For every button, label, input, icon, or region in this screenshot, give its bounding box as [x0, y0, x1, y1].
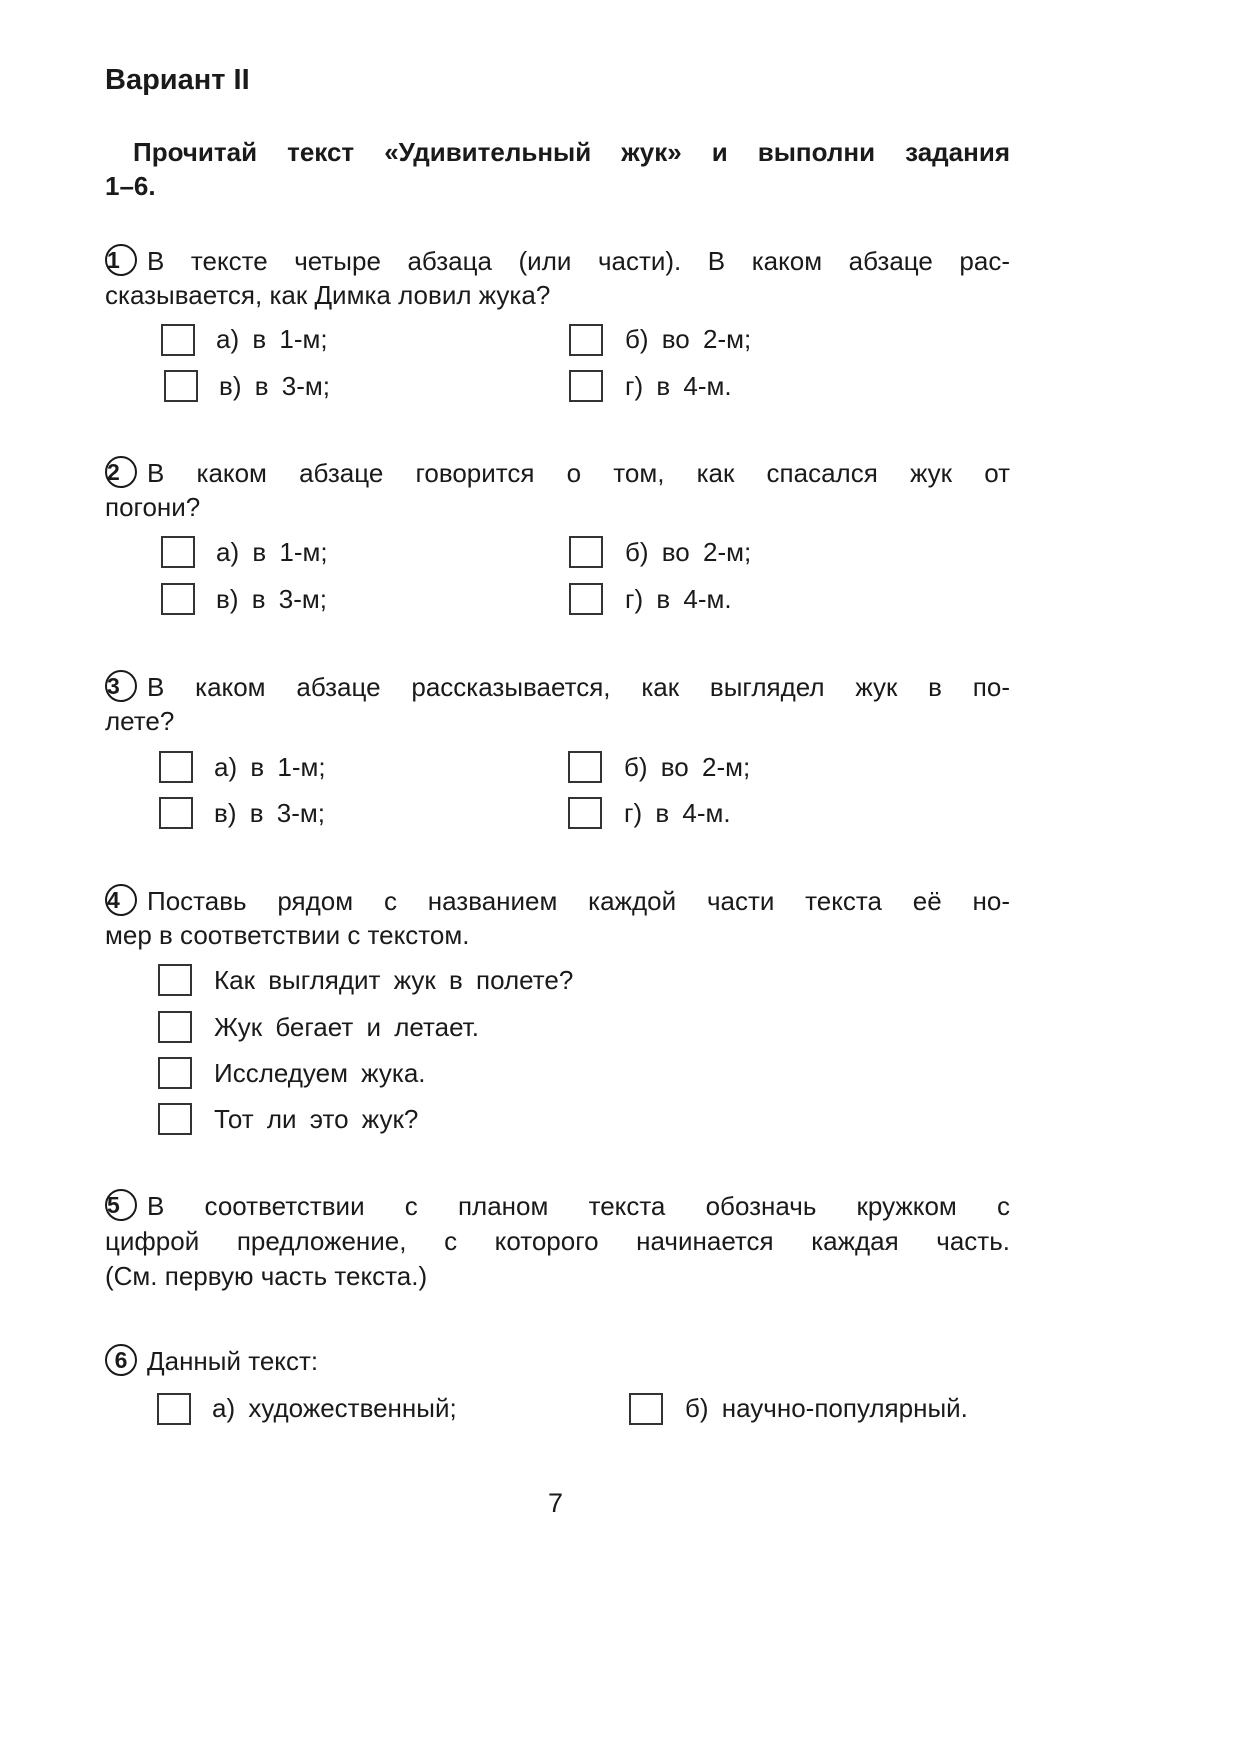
part-title: Исследуем жука.	[214, 1058, 426, 1088]
variant-title: Вариант II	[105, 64, 250, 96]
page-number: 7	[548, 1488, 564, 1518]
answer-checkbox[interactable]	[569, 324, 603, 356]
part-number-box[interactable]	[158, 1103, 192, 1135]
question-2-line-2: погони?	[105, 492, 201, 522]
question-4-line-1: 4 Поставь рядом с названием каждой части текста её но-	[107, 886, 1010, 916]
question-5-line-1: 5 В соответствии с планом текста обозначь кружком с	[107, 1191, 1010, 1221]
question-5-line-2: цифрой предложение, с которого начинается каждая часть.	[105, 1226, 1010, 1256]
question-4-line-2: мер в соответствии с текстом.	[105, 920, 470, 950]
option-label: а) в 1-м;	[216, 537, 328, 567]
part-number-box[interactable]	[158, 964, 192, 996]
question-3-line-2: лете?	[105, 706, 175, 736]
option-label: б) научно-популярный.	[685, 1393, 968, 1423]
question-number-circle: 1	[105, 244, 137, 276]
question-5-line-3: (См. первую часть текста.)	[105, 1261, 428, 1291]
answer-checkbox[interactable]	[161, 536, 195, 568]
option-label: в) в 3-м;	[216, 584, 327, 614]
option-label: б) во 2-м;	[624, 752, 751, 782]
question-2-line-1: 2 В каком абзаце говорится о том, как спасался жук от	[107, 458, 1010, 488]
question-number-circle: 6	[105, 1344, 137, 1376]
part-number-box[interactable]	[158, 1011, 192, 1043]
answer-checkbox[interactable]	[161, 324, 195, 356]
question-number-circle: 2	[105, 456, 137, 488]
option-label: в) в 3-м;	[219, 371, 330, 401]
option-label: а) художественный;	[212, 1393, 457, 1423]
answer-checkbox[interactable]	[159, 751, 193, 783]
option-label: г) в 4-м.	[624, 798, 731, 828]
option-label: а) в 1-м;	[216, 324, 328, 354]
answer-checkbox[interactable]	[157, 1393, 191, 1425]
part-title: Тот ли это жук?	[214, 1104, 419, 1134]
part-title: Как выглядит жук в полете?	[214, 965, 574, 995]
answer-checkbox[interactable]	[569, 536, 603, 568]
question-3-line-1: 3 В каком абзаце рассказывается, как выглядел жук в по-	[107, 672, 1010, 702]
option-label: г) в 4-м.	[625, 584, 732, 614]
answer-checkbox[interactable]	[161, 583, 195, 615]
answer-checkbox[interactable]	[164, 370, 198, 402]
answer-checkbox[interactable]	[568, 797, 602, 829]
question-6-line-1: 6 Данный текст:	[105, 1344, 1010, 1379]
part-number-box[interactable]	[158, 1057, 192, 1089]
option-label: б) во 2-м;	[625, 537, 752, 567]
option-label: а) в 1-м;	[214, 752, 326, 782]
option-label: в) в 3-м;	[214, 798, 325, 828]
question-1-line-1: 1 В тексте четыре абзаца (или части). В каком абзаце рас-	[107, 246, 1010, 276]
answer-checkbox[interactable]	[159, 797, 193, 829]
question-number-circle: 5	[105, 1189, 137, 1221]
instruction-line-1: Прочитай текст «Удивительный жук» и выполни задания	[133, 137, 1010, 167]
answer-checkbox[interactable]	[568, 751, 602, 783]
question-1-line-2: сказывается, как Димка ловил жука?	[105, 280, 551, 310]
option-label: б) во 2-м;	[625, 324, 752, 354]
question-number-circle: 4	[105, 884, 137, 916]
answer-checkbox[interactable]	[569, 370, 603, 402]
option-label: г) в 4-м.	[625, 371, 732, 401]
part-title: Жук бегает и летает.	[214, 1012, 479, 1042]
instruction-line-2: 1–6.	[105, 171, 156, 201]
answer-checkbox[interactable]	[629, 1393, 663, 1425]
answer-checkbox[interactable]	[569, 583, 603, 615]
question-number-circle: 3	[105, 670, 137, 702]
